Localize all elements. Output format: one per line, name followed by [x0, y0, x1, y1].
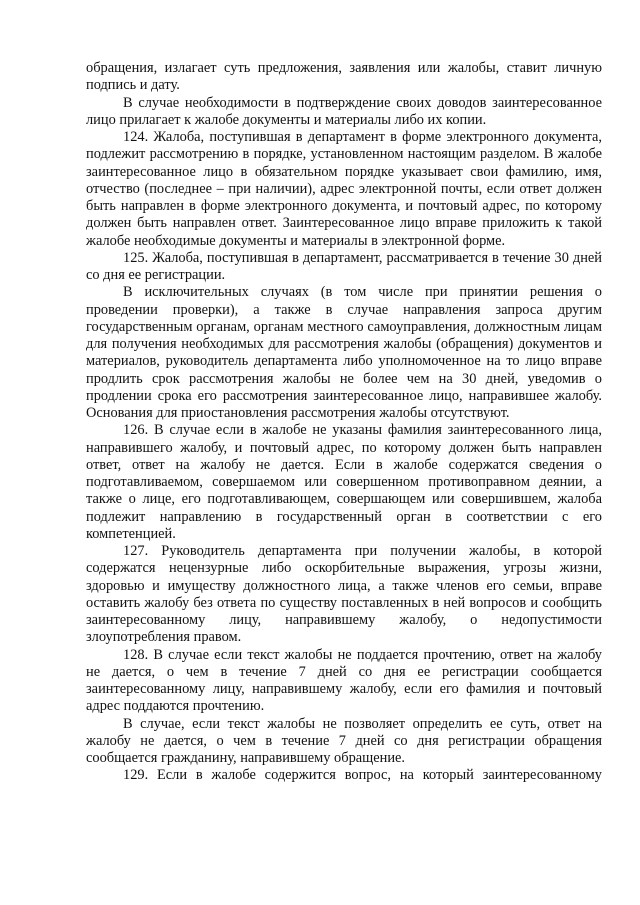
document-page: [86, 60, 602, 785]
paragraph-continuation: обращения, излагает суть предложения, заявления или жалобы, ставит личную подпись и дату.: [86, 60, 602, 94]
paragraph-125: 125. Жалоба, поступившая в департамент, рассматривается в течение 30 дней со дня ее регистрации.: [86, 249, 602, 283]
paragraph-126: 126. В случае если в жалобе не указаны фамилия заинтересованного лица, направившего жалобу, и почтовый адрес, по которому должен быть направлен ответ, ответ на жалобу не дается. Если в жалобе содержатся сведения о подготавливаемом, совершаемом или совершенном противоправном деянии, а также о лице, его подготавливающем, совершающем или совершившем, жалоба подлежит направлению в государственный орган в соответствии с его компетенцией.: [86, 422, 602, 542]
paragraph-124: 124. Жалоба, поступившая в департамент в форме электронного документа, подлежит рассмотрению в порядке, установленном настоящим разделом. В жалобе заинтересованное лицо в обязательном порядке указывает свои фамилию, имя, отчество (последнее – при наличии), адрес электронной почты, если ответ должен быть направлен в форме электронного документа, и почтовый адрес, по которому должен быть направлен ответ. Заинтересованное лицо вправе приложить к такой жалобе необходимые документы и материалы в электронной форме.: [86, 129, 602, 249]
paragraph-attachments: В случае необходимости в подтверждение своих доводов заинтересованное лицо прилагает к жалобе документы и материалы либо их копии.: [86, 94, 602, 128]
paragraph-128-unclear: В случае, если текст жалобы не позволяет определить ее суть, ответ на жалобу не дается, о чем в течение 7 дней со дня регистрации обращения сообщается гражданину, направившему обращение.: [86, 715, 602, 766]
paragraph-125-extension: В исключительных случаях (в том числе при принятии решения о проведении проверки), а также в случае направления запроса другим государственным органам, органам местного самоуправления, должностным лицам для получения необходимых для рассмотрения жалобы (обращения) документов и материалов, руководитель департамента либо уполномоченное на то лицо вправе продлить срок рассмотрения жалобы не более чем на 30 дней, уведомив о продлении срока его рассмотрения заинтересованное лицо, направившее жалобу. Основания для приостановления рассмотрения жалобы отсутствуют.: [86, 284, 602, 421]
paragraph-128: 128. В случае если текст жалобы не поддается прочтению, ответ на жалобу не дается, о чем в течение 7 дней со дня ее регистрации сообщается заинтересованному лицу, направившему жалобу, если его фамилия и почтовый адрес поддаются прочтению.: [86, 646, 602, 715]
paragraph-129: 129. Если в жалобе содержится вопрос, на который заинтересованному: [123, 767, 602, 784]
paragraph-127: 127. Руководитель департамента при получении жалобы, в которой содержатся нецензурные либо оскорбительные выражения, угрозы жизни, здоровью и имуществу должностного лица, а также членов его семьи, вправе оставить жалобу без ответа по существу поставленных в ней вопросов и сообщить заинтересованному лицу, направившему жалобу, о недопустимости злоупотребления правом.: [86, 543, 602, 646]
